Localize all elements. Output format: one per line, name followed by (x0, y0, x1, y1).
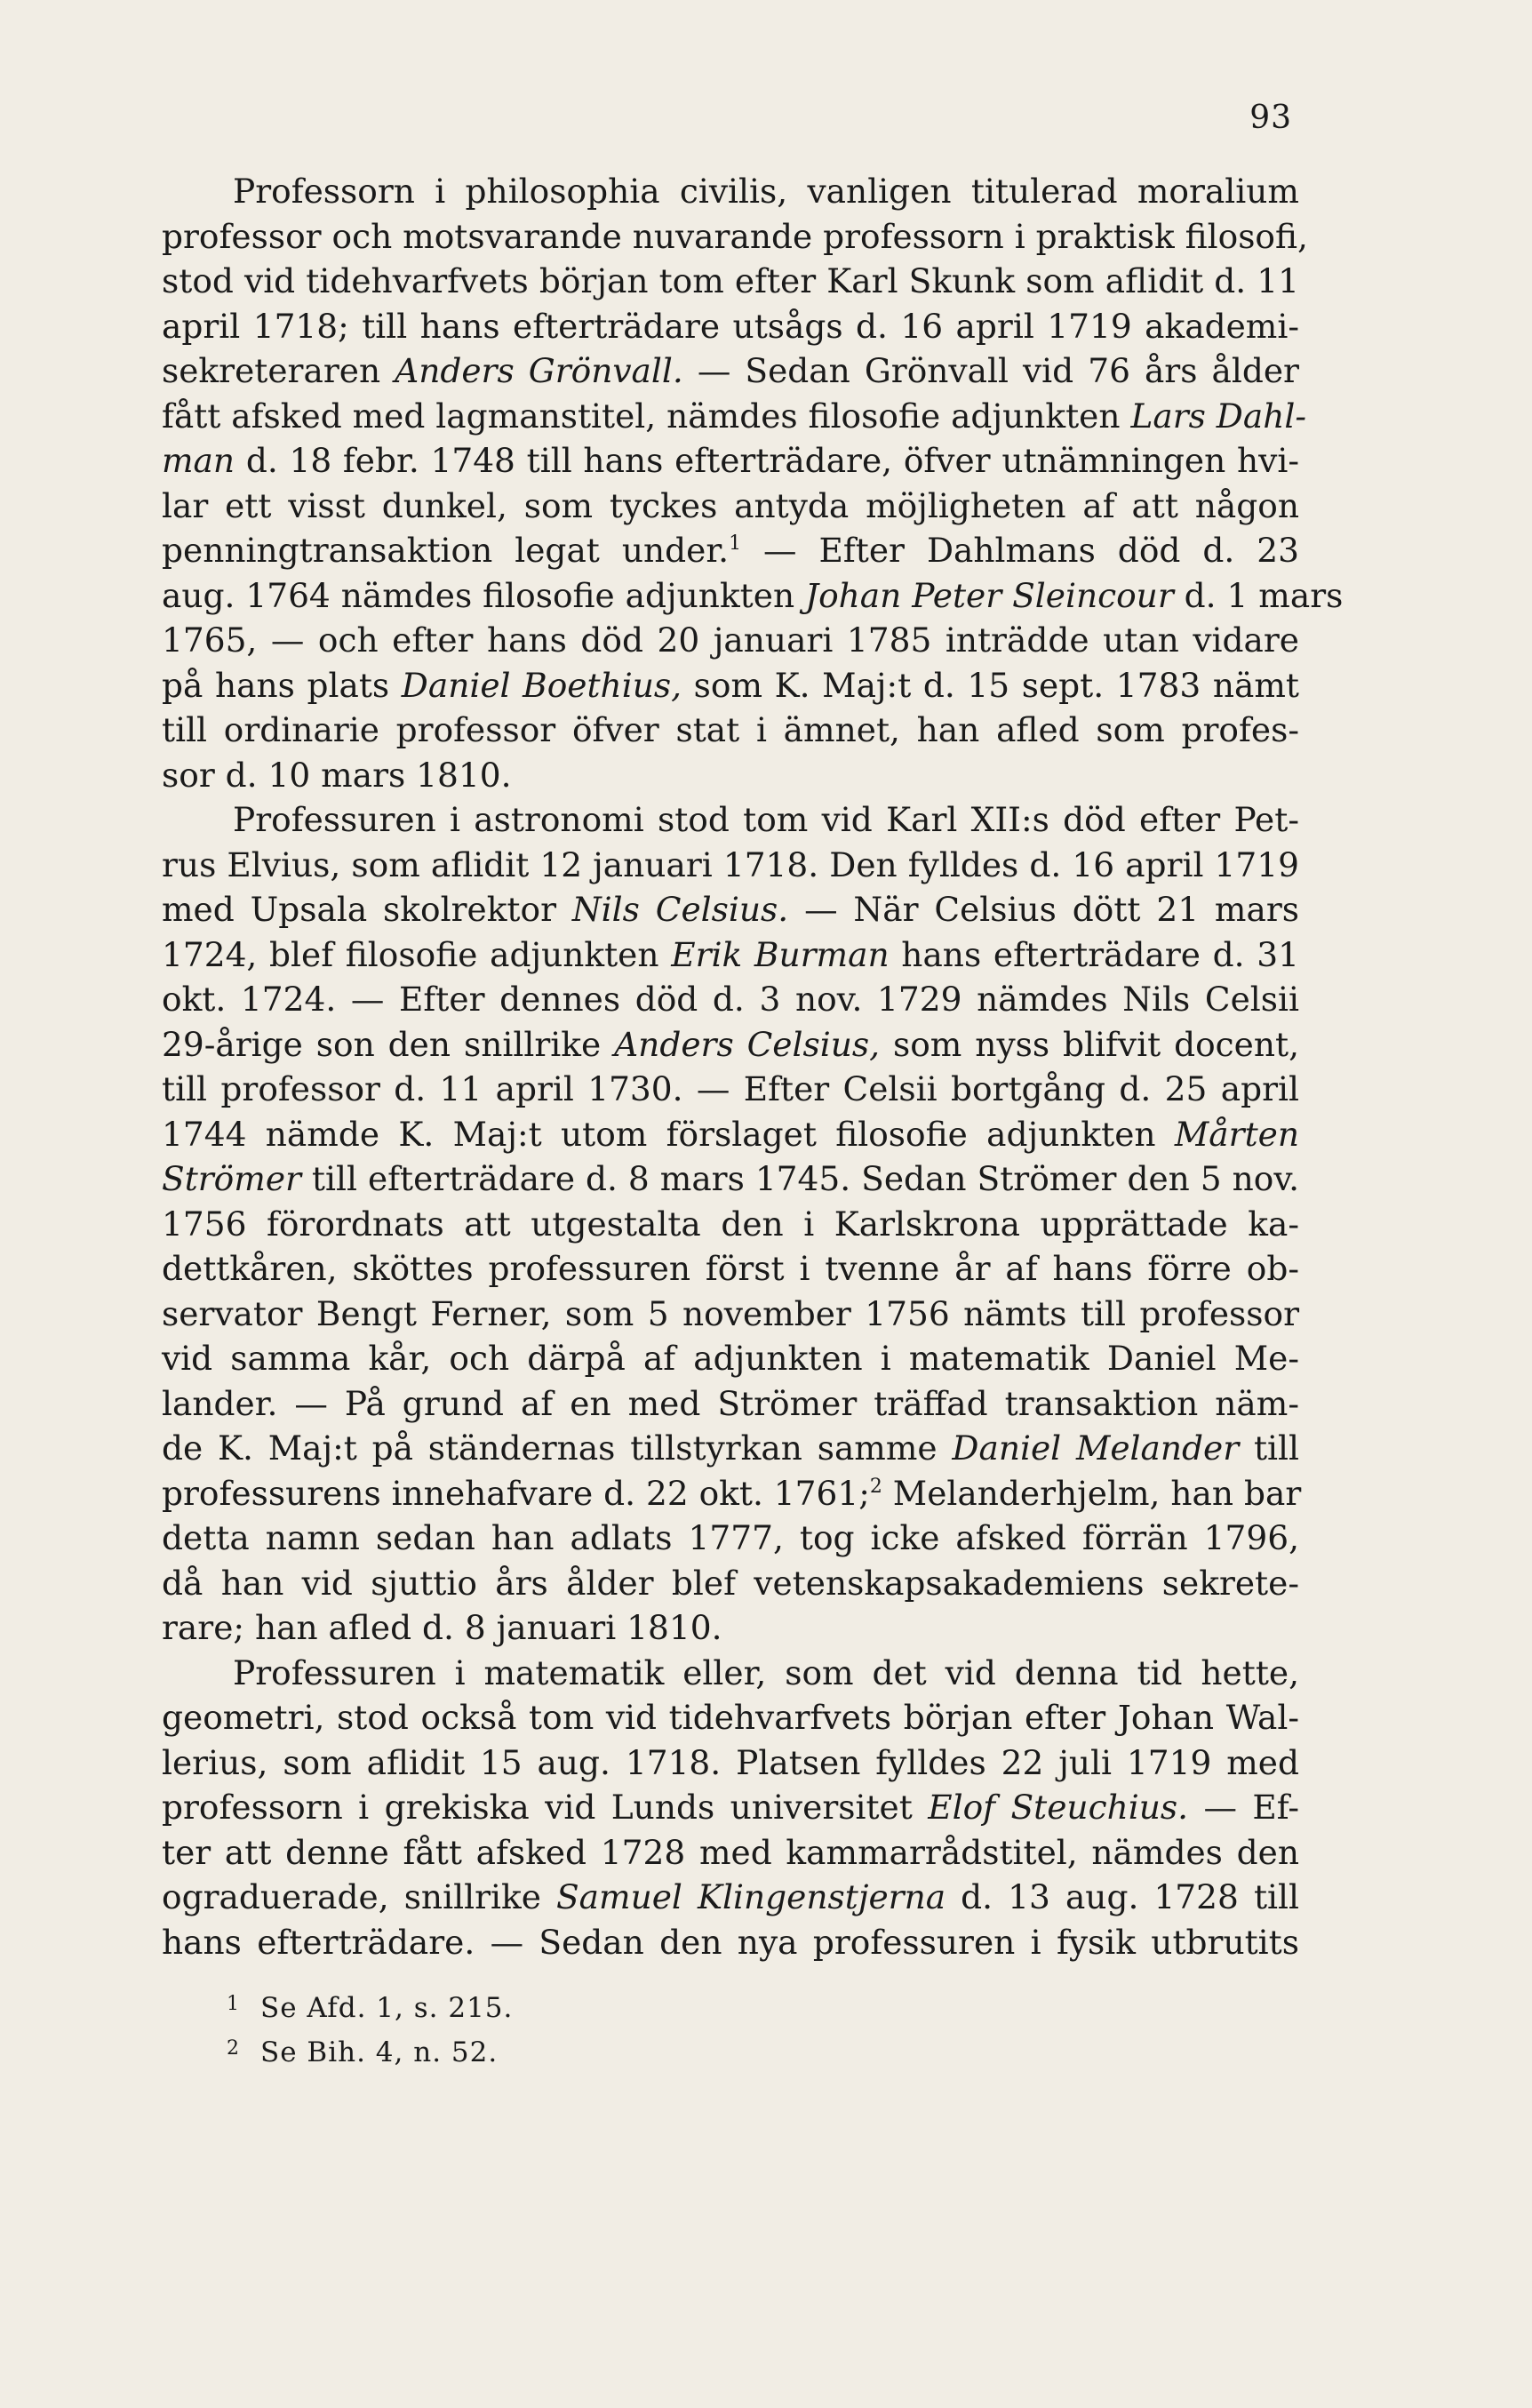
text-line: rare; han afled d. 8 januari 1810. (162, 1608, 722, 1647)
page-number: 93 (1249, 100, 1292, 136)
text-line: Professorn i philosophia civilis, vanligen titulerad moralium (233, 172, 1299, 211)
text-line: stod vid tidehvarfvets början tom efter Karl Skunk som aflidit d. 11 (162, 261, 1299, 300)
text-line: Professuren i matematik eller, som det vid denna tid hette, (233, 1652, 1299, 1692)
text-line: okt. 1724. — Efter dennes död d. 3 nov. 1729 nämdes Nils Celsii (162, 980, 1299, 1019)
text-line: professurens innehafvare d. 22 okt. 1761;$^2$ Melanderhjelm, han bar (162, 1473, 1302, 1513)
text-line: 1744 nämde K. Maj:t utom förslaget filosofie adjunkten Mårten (162, 1114, 1299, 1154)
footnotes (227, 1982, 513, 2071)
footnote-mark: 2 (227, 2037, 240, 2060)
text-line: lar ett visst dunkel, som tyckes antyda möjligheten af att någon (162, 485, 1299, 525)
text-line: man d. 18 febr. 1748 till hans efterträdare, öfver utnämningen hvi- (162, 441, 1299, 480)
footnote-text: Se Afd. 1, s. 215. (260, 1992, 514, 2024)
body-text (162, 169, 1344, 1964)
text-line: fått afsked med lagmanstitel, nämdes filosofie adjunkten Lars Dahl- (162, 396, 1307, 436)
text-line: professorn i grekiska vid Lunds universitet Elof Steuchius. — Ef- (162, 1788, 1299, 1827)
text-line: penningtransaktion legat under.$^1$ — Efter Dahlmans död d. 23 (162, 531, 1299, 570)
text-line: detta namn sedan han adlats 1777, tog icke afsked förrän 1796, (162, 1518, 1299, 1557)
text-line: rus Elvius, som aflidit 12 januari 1718. Den fylldes d. 16 april 1719 (162, 844, 1299, 884)
text-line: vid samma kår, och därpå af adjunkten i matematik Daniel Me- (162, 1339, 1299, 1378)
text-line: sor d. 10 mars 1810. (162, 755, 512, 795)
text-line: till professor d. 11 april 1730. — Efter Celsii bortgång d. 25 april (162, 1069, 1299, 1108)
text-line: Professuren i astronomi stod tom vid Karl XII:s död efter Pet- (233, 800, 1299, 839)
text-line: 1756 förordnats att utgestalta den i Karlskrona upprättade ka- (162, 1204, 1299, 1244)
text-line: hans efterträdare. — Sedan den nya professuren i fysik utbrutits (162, 1922, 1299, 1962)
text-line: aug. 1764 nämdes filosofie adjunkten Johan Peter Sleincour d. 1 mars (162, 575, 1344, 615)
text-line: sekreteraren Anders Grönvall. — Sedan Grönvall vid 76 års ålder (162, 351, 1299, 390)
footnote-mark: 1 (227, 1993, 240, 2015)
footnote-text: Se Bih. 4, n. 52. (260, 2036, 499, 2068)
text-line: Strömer till efterträdare d. 8 mars 1745. Sedan Strömer den 5 nov. (162, 1159, 1299, 1198)
text-line: lerius, som aflidit 15 aug. 1718. Platsen fylldes 22 juli 1719 med (162, 1742, 1299, 1782)
text-line: april 1718; till hans efterträdare utsågs d. 16 april 1719 akademi- (162, 306, 1299, 346)
text-line: till ordinarie professor öfver stat i ämnet, han afled som profes- (162, 710, 1299, 749)
footnote (227, 1982, 513, 2027)
text-line: ter att denne fått afsked 1728 med kammarrådstitel, nämdes den (162, 1832, 1299, 1872)
text-line: då han vid sjuttio års ålder blef vetenskapsakademiens sekrete- (162, 1563, 1299, 1603)
footnote (227, 2027, 513, 2071)
text-line: 1765, — och efter hans död 20 januari 1785 inträdde utan vidare (162, 620, 1299, 660)
text-line: de K. Maj:t på ständernas tillstyrkan samme Daniel Melander till (162, 1428, 1300, 1468)
text-line: med Upsala skolrektor Nils Celsius. — När Celsius dött 21 mars (162, 890, 1300, 929)
text-line: dettkåren, sköttes professuren först i tvenne år af hans förre ob- (162, 1249, 1299, 1288)
text-line: på hans plats Daniel Boethius, som K. Maj:t d. 15 sept. 1783 nämt (162, 665, 1299, 705)
text-line: ograduerade, snillrike Samuel Klingenstjerna d. 13 aug. 1728 till (162, 1877, 1300, 1916)
text-line: professor och motsvarande nuvarande professorn i praktisk filosofi, (162, 216, 1308, 256)
text-line: lander. — På grund af en med Strömer träffad transaktion näm- (162, 1383, 1299, 1423)
text-line: geometri, stod också tom vid tidehvarfvets början efter Johan Wal- (162, 1698, 1299, 1737)
text-line: servator Bengt Ferner, som 5 november 1756 nämts till professor (162, 1293, 1299, 1333)
text-line: 29-årige son den snillrike Anders Celsius, som nyss blifvit docent, (162, 1024, 1299, 1064)
text-line: 1724, blef filosofie adjunkten Erik Burman hans efterträdare d. 31 (162, 934, 1299, 974)
